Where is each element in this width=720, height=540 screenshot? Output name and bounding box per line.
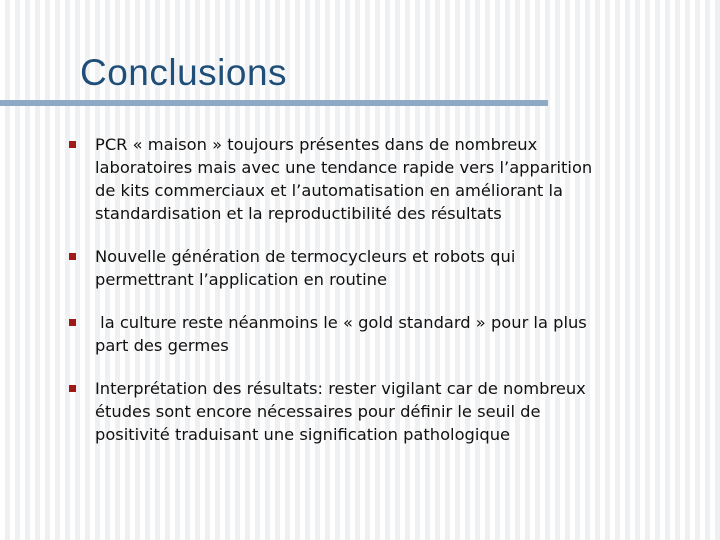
bullet-text-line: Interprétation des résultats: rester vigilant car de nombreux [95, 379, 586, 398]
bullet-item [66, 311, 716, 357]
bullet-square-icon [69, 319, 76, 326]
slide-title: Conclusions [80, 52, 288, 93]
bullet-text-line: positivité traduisant une signification pathologique [95, 425, 511, 444]
bullet-text-line: la culture reste néanmoins le « gold standard » pour la plus [95, 313, 587, 332]
bullet-text-line: permettrant l’application en routine [95, 270, 388, 289]
bullet-text-line: de kits commerciaux et l’automatisation en améliorant la [95, 181, 563, 200]
bullet-text-line: Nouvelle génération de termocycleurs et robots qui [95, 247, 516, 266]
bullet-square-icon [69, 141, 76, 148]
title-divider [0, 100, 548, 106]
bullet-item [66, 377, 716, 446]
bullet-item [66, 133, 716, 225]
bullet-list [66, 133, 716, 466]
bullet-text-line: études sont encore nécessaires pour définir le seuil de [95, 402, 541, 421]
bullet-text-line: part des germes [95, 336, 229, 355]
bullet-item [66, 245, 716, 291]
bullet-text-line: laboratoires mais avec une tendance rapide vers l’apparition [95, 158, 593, 177]
bullet-text-line: PCR « maison » toujours présentes dans de nombreux [95, 135, 538, 154]
bullet-square-icon [69, 385, 76, 392]
bullet-text-line: standardisation et la reproductibilité des résultats [95, 204, 502, 223]
bullet-square-icon [69, 253, 76, 260]
